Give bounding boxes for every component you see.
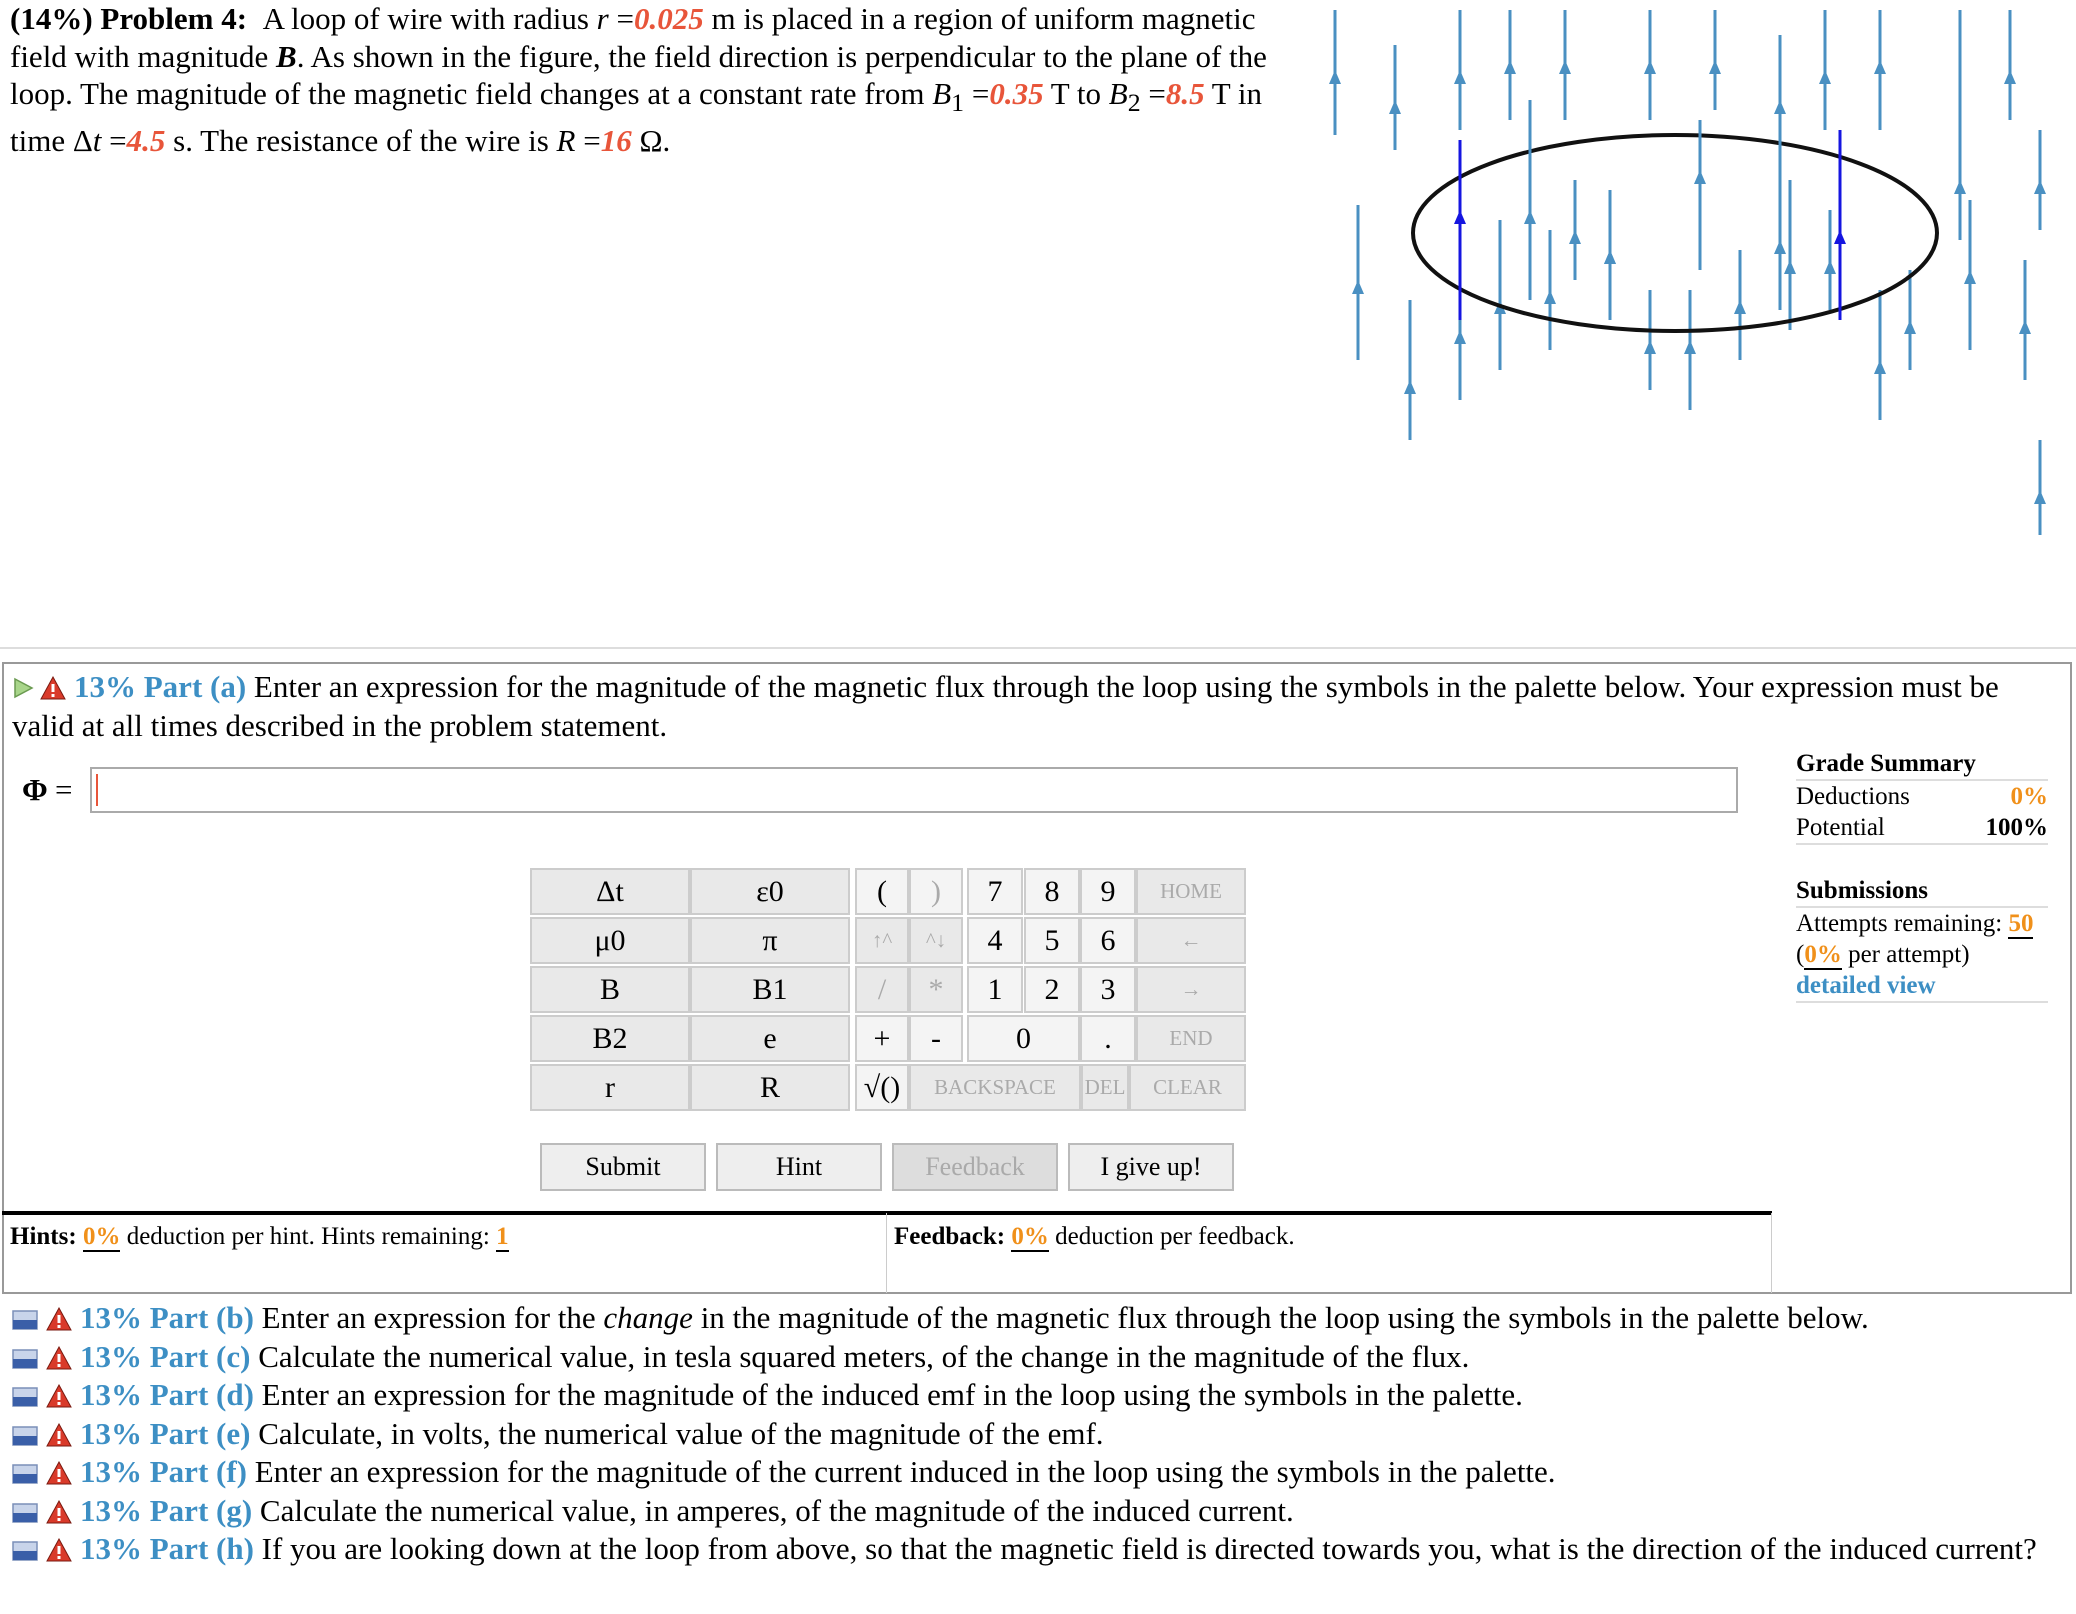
- section-divider: [0, 647, 2076, 649]
- phi-symbol: Φ: [22, 772, 48, 807]
- divide-key[interactable]: /: [855, 966, 909, 1013]
- clear-key[interactable]: CLEAR: [1129, 1064, 1246, 1111]
- collapsed-part-icon[interactable]: [12, 1426, 38, 1446]
- palette-symbol-key[interactable]: ε0: [690, 868, 850, 915]
- answer-input[interactable]: [90, 767, 1738, 813]
- field-arrowhead-icon: [1964, 270, 1976, 284]
- part-item[interactable]: [12, 1376, 2062, 1415]
- part-text: Enter an expression for the magnitude of the current induced in the loop using the symbols in the palette.: [247, 1454, 1556, 1489]
- problem-statement: [10, 0, 1300, 159]
- other-parts-list: [12, 1299, 2062, 1569]
- paren-open: (: [1796, 941, 1805, 968]
- part-text: If you are looking down at the loop from above, so that the magnetic field is directed towards you, what is the direction of the induced current?: [253, 1531, 2037, 1566]
- field-arrowhead-icon: [1454, 70, 1466, 84]
- field-arrowhead-icon: [1784, 260, 1796, 274]
- warning-icon: [46, 1538, 72, 1562]
- palette-symbol-key[interactable]: r: [530, 1064, 690, 1111]
- collapsed-part-icon[interactable]: [12, 1310, 38, 1330]
- symbol-B2-sub: 2: [1127, 88, 1141, 118]
- attempts-label: Attempts remaining:: [1796, 910, 2009, 937]
- palette-symbol-key[interactable]: R: [690, 1064, 850, 1111]
- superscript-down-key[interactable]: ^↓: [909, 917, 963, 964]
- detailed-view-row: [1796, 970, 2048, 1003]
- field-arrowhead-icon: [1819, 70, 1831, 84]
- warning-icon: [46, 1461, 72, 1485]
- field-inside-arrowhead-icon: [1694, 170, 1706, 184]
- palette-symbol-key[interactable]: B: [530, 966, 690, 1013]
- symbol-t: t: [92, 122, 102, 158]
- part-text-emphasis: change: [603, 1300, 693, 1335]
- collapsed-part-icon[interactable]: [12, 1541, 38, 1561]
- field-arrowhead-icon: [1774, 100, 1786, 114]
- palette-symbol-key[interactable]: Δt: [530, 868, 690, 915]
- digit-key[interactable]: 2: [1024, 966, 1080, 1013]
- symbol-B: B: [276, 38, 297, 74]
- warning-icon: [46, 1307, 72, 1331]
- field-arrowhead-icon: [1644, 340, 1656, 354]
- field-arrowhead-icon: [1559, 60, 1571, 74]
- problem-text-3: . As shown in the figure, the field direction is perpendicular to the plane of the loop. The magnitude of the magnetic field changes at a constant rate from: [10, 38, 1267, 111]
- part-a-text: Enter an expression for the magnitude of the magnetic flux through the loop using the symbols in the palette below. Your expression must be valid at all times described in the problem statement.: [12, 669, 1999, 743]
- grade-summary-title: Grade Summary: [1796, 748, 2048, 781]
- resistance-value: 16: [600, 122, 632, 158]
- wire-loop: [1413, 135, 1937, 331]
- problem-text-6: s. The resistance of the wire is: [165, 122, 557, 158]
- problem-text-5: T in time Δ: [10, 76, 1263, 158]
- palette-symbol-key[interactable]: e: [690, 1015, 850, 1062]
- field-arrowhead-icon: [1389, 100, 1401, 114]
- part-text: in the magnitude of the magnetic flux through the loop using the symbols in the palette below.: [692, 1300, 1869, 1335]
- palette-symbol-key[interactable]: μ0: [530, 917, 690, 964]
- phi-equals: =: [55, 772, 73, 807]
- field-arrowhead-icon: [2034, 490, 2046, 504]
- field-arrowhead-icon: [1454, 330, 1466, 344]
- part-label: 13% Part (h): [80, 1531, 254, 1566]
- symbol-r: r: [596, 1, 609, 36]
- per-attempt: [1796, 939, 2048, 970]
- digit-key[interactable]: 5: [1024, 917, 1080, 964]
- hints-label: Hints:: [10, 1223, 77, 1250]
- right-arrow-key[interactable]: →: [1136, 966, 1246, 1013]
- b2-value: 8.5: [1165, 76, 1205, 111]
- plus-key[interactable]: +: [855, 1015, 909, 1062]
- field-inside-arrowhead-icon: [1834, 230, 1846, 244]
- problem-text-4: T to: [1043, 76, 1109, 111]
- field-arrowhead-icon: [1954, 180, 1966, 194]
- hint-button[interactable]: Hint: [716, 1143, 882, 1191]
- text-caret: [96, 774, 98, 806]
- potential-label: Potential: [1796, 814, 1885, 841]
- digit-key[interactable]: 7: [967, 868, 1023, 915]
- symbol-B1-sub: 1: [951, 88, 965, 118]
- field-inside-arrowhead-icon: [1774, 240, 1786, 254]
- part-text: Calculate, in volts, the numerical value of the magnitude of the emf.: [250, 1415, 1104, 1451]
- grade-summary: [1796, 748, 2048, 1003]
- feedback-info: [888, 1213, 1772, 1293]
- part-text: Enter an expression for the magnitude of the induced emf in the loop using the symbols in the palette.: [253, 1377, 1523, 1412]
- part-label: 13% Part (f): [80, 1454, 247, 1489]
- field-arrowhead-icon: [2019, 320, 2031, 334]
- attempts-value: 50: [2008, 910, 2034, 937]
- symbol-B2: B: [1108, 76, 1128, 111]
- eq-sign: =: [608, 1, 634, 36]
- field-inside-arrowhead-icon: [1524, 210, 1536, 224]
- field-inside-arrowhead-icon: [1604, 250, 1616, 264]
- part-item[interactable]: [12, 1492, 2062, 1531]
- feedback-button[interactable]: Feedback: [892, 1143, 1058, 1191]
- field-arrowhead-icon: [1874, 360, 1886, 374]
- close-paren-key[interactable]: ): [909, 868, 963, 915]
- give-up-button[interactable]: I give up!: [1068, 1143, 1234, 1191]
- digit-key[interactable]: 1: [967, 966, 1023, 1013]
- symbol-B1: B: [932, 76, 952, 111]
- field-inside-arrowhead-icon: [1454, 210, 1466, 224]
- part-item[interactable]: [12, 1299, 2062, 1338]
- part-text: Calculate the numerical value, in amperes, of the magnitude of the induced current.: [252, 1492, 1294, 1528]
- field-lines-inside: [1454, 100, 1846, 320]
- warning-icon: [46, 1346, 72, 1370]
- collapsed-part-icon[interactable]: [12, 1464, 38, 1484]
- eq-sign: =: [101, 122, 127, 158]
- sqrt-key[interactable]: √(): [855, 1064, 909, 1111]
- feedback-label: Feedback:: [894, 1223, 1006, 1250]
- collapsed-part-icon[interactable]: [12, 1387, 38, 1407]
- digit-key[interactable]: 9: [1080, 868, 1136, 915]
- potential-value: 100%: [1985, 814, 2048, 841]
- warning-icon: [40, 676, 66, 700]
- warning-icon: [46, 1384, 72, 1408]
- hints-text: deduction per hint. Hints remaining:: [120, 1223, 497, 1250]
- palette-symbol-key[interactable]: π: [690, 917, 850, 964]
- radius-value: 0.025: [633, 1, 704, 36]
- problem-text-1: A loop of wire with radius: [262, 1, 597, 36]
- field-arrowhead-icon: [1684, 340, 1696, 354]
- hints-remaining: 1: [496, 1223, 509, 1250]
- hints-pct: 0%: [82, 1223, 121, 1250]
- submit-button[interactable]: Submit: [540, 1143, 706, 1191]
- field-arrowhead-icon: [1709, 60, 1721, 74]
- palette-symbol-key[interactable]: B2: [530, 1015, 690, 1062]
- submissions-title: Submissions: [1796, 875, 2048, 908]
- warning-icon: [46, 1500, 72, 1524]
- detailed-view-link[interactable]: detailed view: [1796, 972, 1936, 999]
- field-arrowhead-icon: [1874, 60, 1886, 74]
- deductions-value: 0%: [2010, 783, 2048, 810]
- decimal-key[interactable]: .: [1080, 1015, 1136, 1062]
- superscript-up-key[interactable]: ↑^: [855, 917, 909, 964]
- part-label: 13% Part (g): [80, 1492, 253, 1528]
- hints-info: [2, 1213, 887, 1293]
- part-a-label: 13% Part (a): [74, 669, 247, 704]
- backspace-key[interactable]: BACKSPACE: [909, 1064, 1081, 1111]
- problem-title: Problem 4:: [100, 1, 248, 36]
- digit-key[interactable]: 3: [1080, 966, 1136, 1013]
- problem-text-7: Ω.: [631, 122, 671, 158]
- digit-key[interactable]: 8: [1024, 868, 1080, 915]
- per-attempt-value: 0%: [1804, 941, 1842, 968]
- collapsed-part-icon[interactable]: [12, 1503, 38, 1523]
- end-key[interactable]: END: [1136, 1015, 1246, 1062]
- time-value: 4.5: [126, 122, 166, 158]
- problem-weight: (14%): [10, 1, 93, 36]
- part-item[interactable]: [12, 1338, 2062, 1377]
- deductions-label: Deductions: [1796, 783, 1910, 810]
- eq-sign: =: [964, 76, 990, 111]
- eq-sign: =: [1140, 76, 1166, 111]
- home-key[interactable]: HOME: [1136, 868, 1246, 915]
- part-label: 13% Part (b): [80, 1300, 254, 1335]
- field-arrowhead-icon: [2034, 180, 2046, 194]
- problem-text-2: m is placed in a region of uniform magnetic field with magnitude: [10, 1, 1256, 74]
- part-item[interactable]: [12, 1530, 2062, 1569]
- field-arrowhead-icon: [1544, 290, 1556, 304]
- digit-key[interactable]: 0: [967, 1015, 1080, 1062]
- eq-sign: =: [575, 122, 601, 158]
- b1-value: 0.35: [989, 76, 1044, 111]
- part-label: 13% Part (c): [80, 1338, 251, 1374]
- field-arrowhead-icon: [1734, 300, 1746, 314]
- digit-key[interactable]: 4: [967, 917, 1023, 964]
- field-arrowhead-icon: [1352, 280, 1364, 294]
- expand-triangle-icon[interactable]: [12, 677, 34, 699]
- digit-key[interactable]: 6: [1080, 917, 1136, 964]
- part-text: Enter an expression for the: [253, 1300, 604, 1335]
- part-a-heading: [12, 667, 2062, 745]
- field-arrowhead-icon: [1824, 260, 1836, 274]
- part-label: 13% Part (d): [80, 1377, 254, 1412]
- part-item[interactable]: [12, 1453, 2062, 1492]
- warning-icon: [46, 1423, 72, 1447]
- per-attempt-label: per attempt): [1841, 941, 1970, 968]
- multiply-key[interactable]: *: [909, 966, 963, 1013]
- feedback-text: deduction per feedback.: [1048, 1223, 1295, 1250]
- minus-key[interactable]: -: [909, 1015, 963, 1062]
- delete-key[interactable]: DEL: [1081, 1064, 1129, 1111]
- collapsed-part-icon[interactable]: [12, 1349, 38, 1369]
- symbol-R: R: [556, 122, 576, 158]
- field-arrowhead-icon: [1404, 380, 1416, 394]
- field-arrowhead-icon: [2004, 70, 2016, 84]
- feedback-pct: 0%: [1011, 1223, 1049, 1250]
- open-paren-key[interactable]: (: [855, 868, 909, 915]
- part-item[interactable]: [12, 1415, 2062, 1454]
- attempts-remaining: [1796, 908, 2048, 939]
- field-arrowhead-icon: [1904, 320, 1916, 334]
- palette-symbol-key[interactable]: B1: [690, 966, 850, 1013]
- loop-field-figure: [1320, 0, 2076, 540]
- field-arrowhead-icon: [1644, 60, 1656, 74]
- field-inside-arrowhead-icon: [1569, 230, 1581, 244]
- field-arrowhead-icon: [1329, 70, 1341, 84]
- left-arrow-key[interactable]: ←: [1136, 917, 1246, 964]
- part-label: 13% Part (e): [80, 1415, 251, 1451]
- field-arrowhead-icon: [1504, 60, 1516, 74]
- part-text: Calculate the numerical value, in tesla squared meters, of the change in the magnitude of the flux.: [250, 1338, 1470, 1374]
